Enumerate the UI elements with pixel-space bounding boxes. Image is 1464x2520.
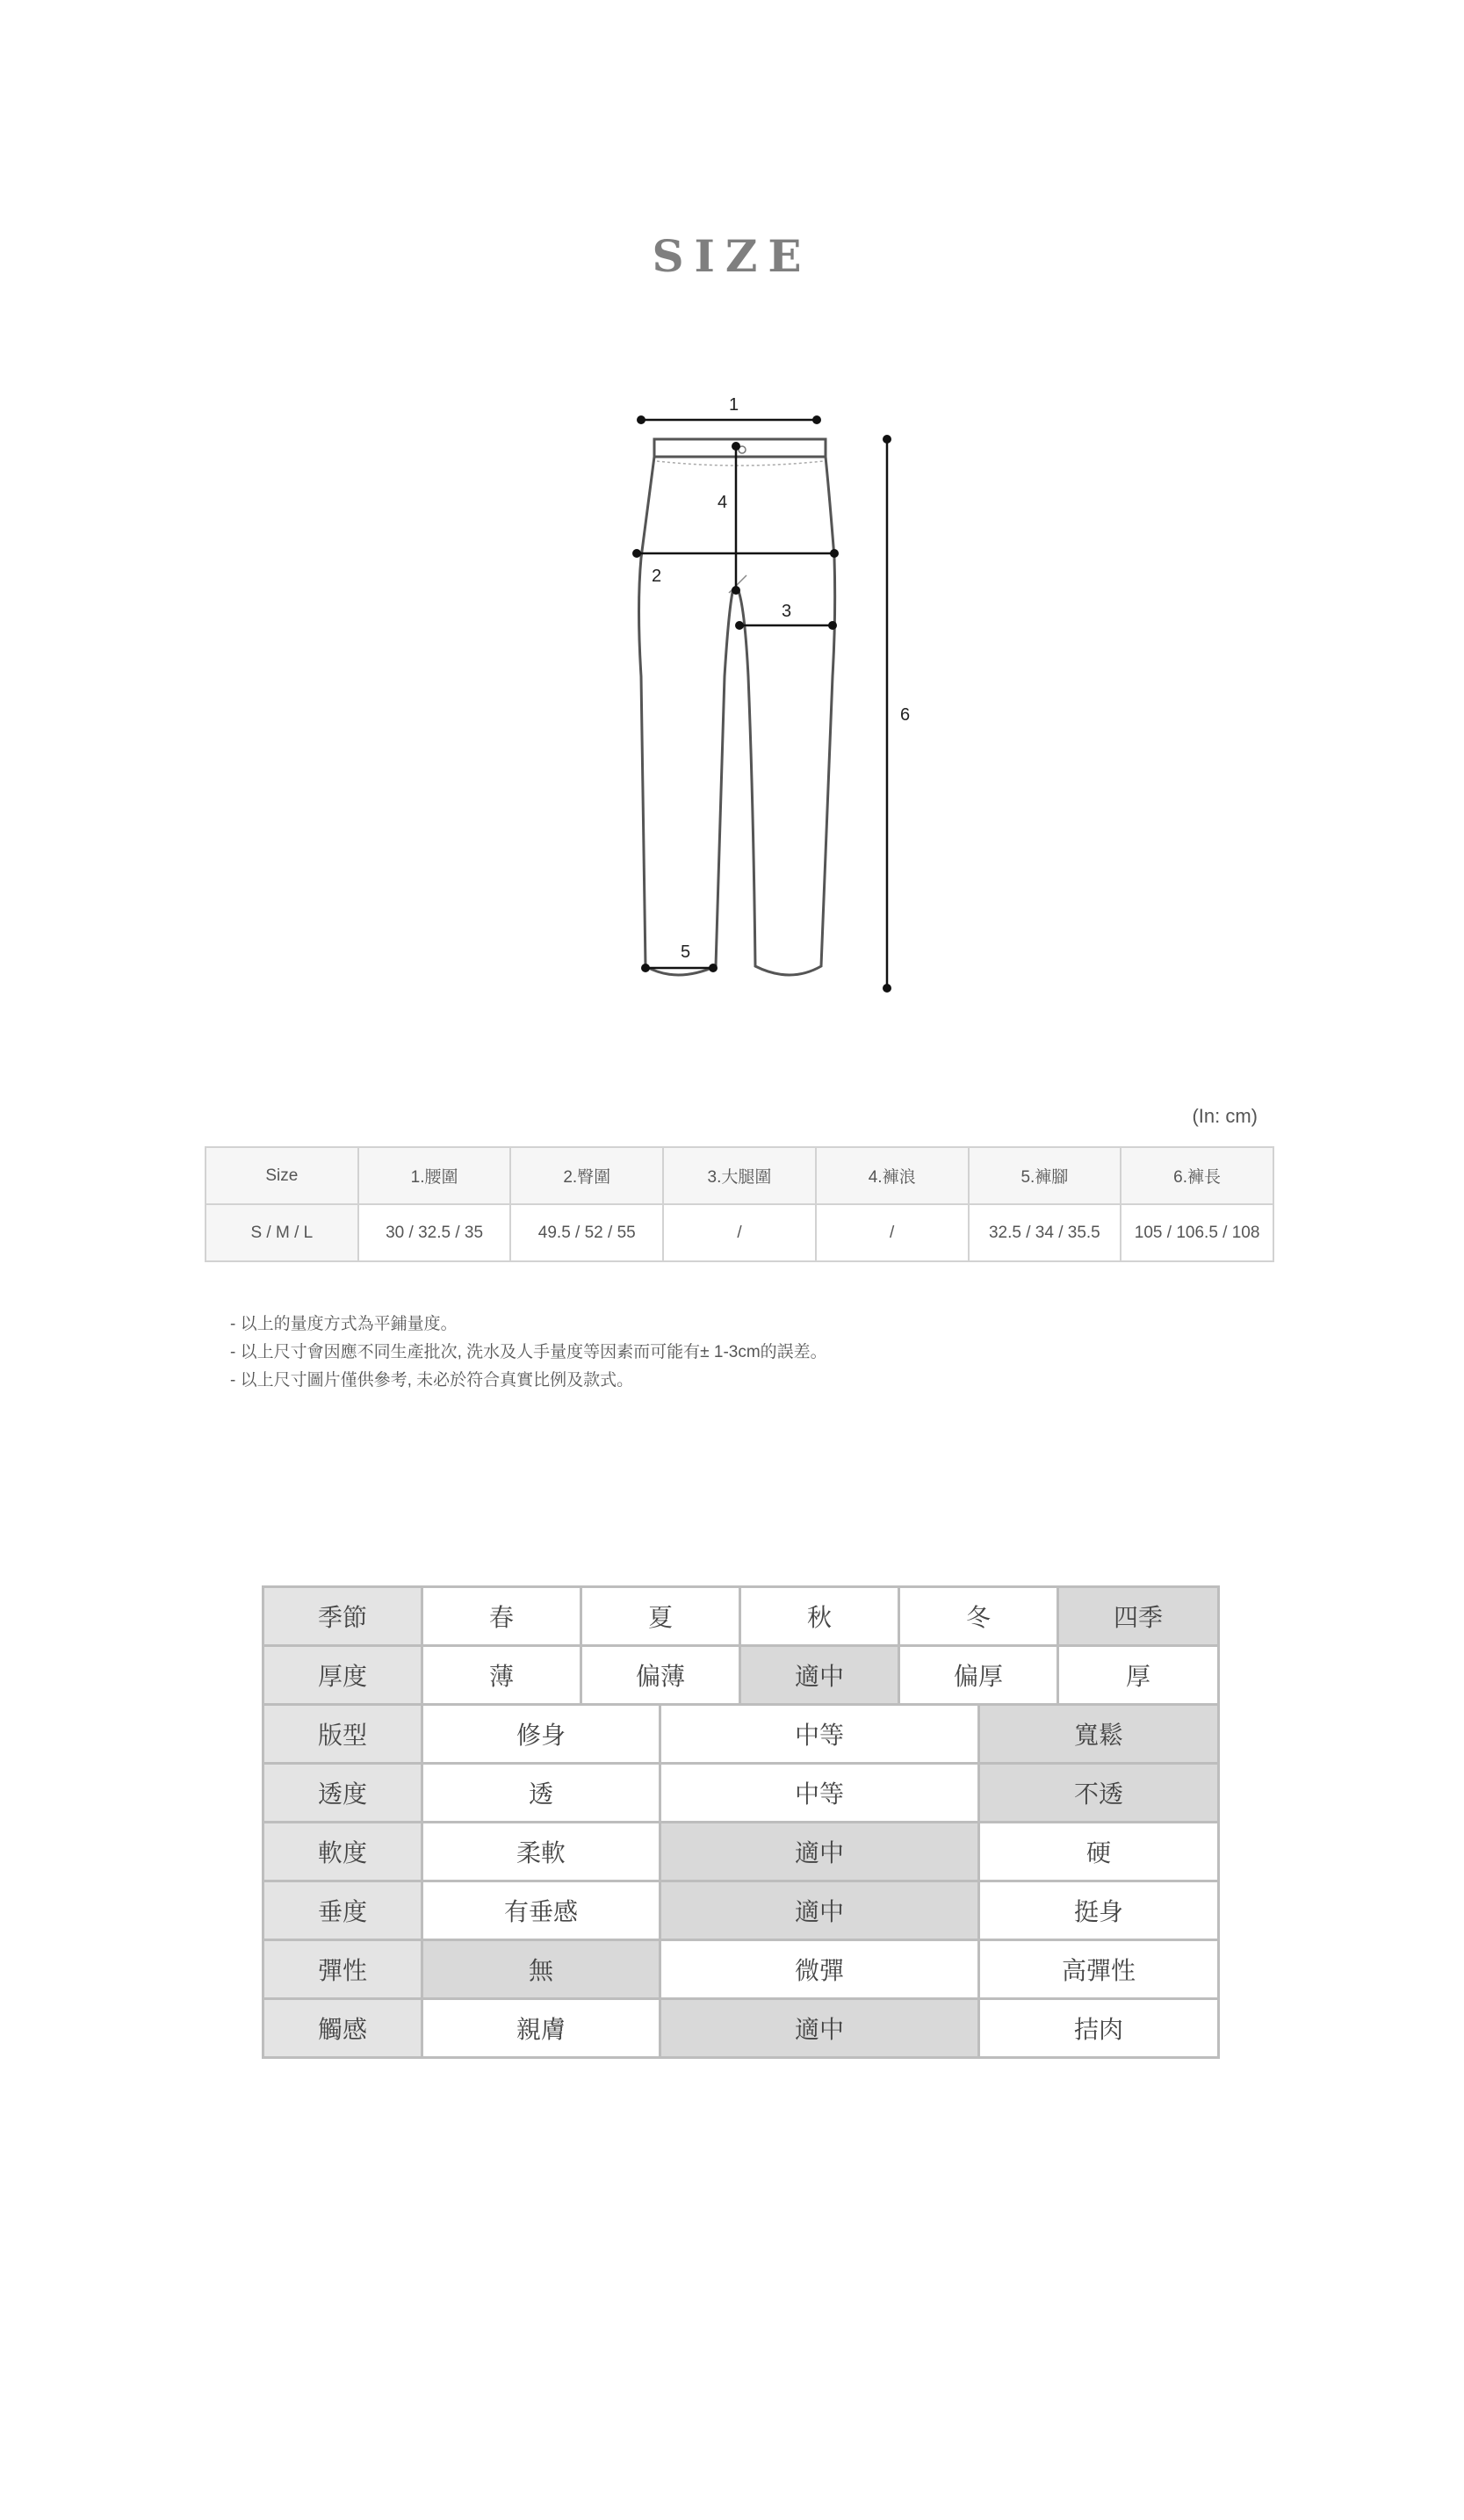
size-cell-size: S / M / L <box>206 1204 358 1261</box>
size-cell-thigh: / <box>663 1204 816 1261</box>
attr-option-medium-thickness: 適中 <box>740 1646 899 1705</box>
attr-option-slightly-thin: 偏薄 <box>581 1646 740 1705</box>
attr-label-season: 季節 <box>263 1587 422 1646</box>
fabric-attribute-table <box>262 1585 1220 2059</box>
waist-stitching <box>657 461 824 466</box>
attr-label-softness: 軟度 <box>263 1823 422 1881</box>
page-title: SIZE <box>652 230 812 282</box>
size-cell-length: 105 / 106.5 / 108 <box>1121 1204 1273 1261</box>
size-table <box>205 1146 1274 1262</box>
note-item: - 以上尺寸圖片僅供參考, 未必於符合真實比例及款式。 <box>230 1371 634 1390</box>
measure-label-6: 6 <box>900 705 911 725</box>
attr-option-sheer: 透 <box>422 1764 660 1823</box>
size-cell-hip: 49.5 / 52 / 55 <box>510 1204 663 1261</box>
attr-row-thickness <box>263 1646 1219 1705</box>
measure-label-1: 1 <box>729 395 739 415</box>
pants-diagram-svg <box>606 386 957 1001</box>
attr-option-structured: 挺身 <box>979 1881 1219 1940</box>
attr-option-no-stretch: 無 <box>422 1940 660 1999</box>
attr-option-thick: 厚 <box>1058 1646 1219 1705</box>
size-header-hem: 5.褲腳 <box>969 1147 1121 1204</box>
size-cell-waist: 30 / 32.5 / 35 <box>358 1204 511 1261</box>
size-header-rise: 4.褲浪 <box>816 1147 969 1204</box>
measurement-lines <box>637 420 887 988</box>
attr-option-draping: 有垂感 <box>422 1881 660 1940</box>
size-cell-hem: 32.5 / 34 / 35.5 <box>969 1204 1121 1261</box>
attr-row-softness <box>263 1823 1219 1881</box>
size-header-hip: 2.臀圍 <box>510 1147 663 1204</box>
size-header-thigh: 3.大腿圍 <box>663 1147 816 1204</box>
pants-measurement-diagram <box>606 386 957 1001</box>
attr-row-season <box>263 1587 1219 1646</box>
attr-option-medium-softness: 適中 <box>660 1823 979 1881</box>
measure-label-3: 3 <box>782 602 792 621</box>
attr-row-fit <box>263 1705 1219 1764</box>
left-leg-outline <box>639 457 734 975</box>
attr-option-medium-drape: 適中 <box>660 1881 979 1940</box>
attr-option-slim: 修身 <box>422 1705 660 1764</box>
attr-label-drape: 垂度 <box>263 1881 422 1940</box>
measurement-endpoints <box>632 415 891 993</box>
attr-option-thin: 薄 <box>422 1646 581 1705</box>
attr-option-soft: 柔軟 <box>422 1823 660 1881</box>
attr-option-semi-sheer: 中等 <box>660 1764 979 1823</box>
attr-option-opaque: 不透 <box>979 1764 1219 1823</box>
attr-option-loose: 寬鬆 <box>979 1705 1219 1764</box>
measure-label-2: 2 <box>652 567 662 586</box>
attr-option-all-season: 四季 <box>1058 1587 1219 1646</box>
attr-label-elasticity: 彈性 <box>263 1940 422 1999</box>
size-table-row <box>206 1204 1273 1261</box>
unit-label: (In: cm) <box>1192 1105 1258 1127</box>
size-header-length: 6.褲長 <box>1121 1147 1273 1204</box>
attr-option-autumn: 秋 <box>740 1587 899 1646</box>
attr-option-high-stretch: 高彈性 <box>979 1940 1219 1999</box>
attr-option-stiff: 硬 <box>979 1823 1219 1881</box>
attr-label-fit: 版型 <box>263 1705 422 1764</box>
attr-option-winter: 冬 <box>899 1587 1058 1646</box>
right-leg-outline <box>738 457 835 975</box>
attr-label-transparency: 透度 <box>263 1764 422 1823</box>
measurement-labels <box>652 395 910 962</box>
attr-option-skin-friendly: 親膚 <box>422 1999 660 2058</box>
note-item: - 以上的量度方式為平鋪量度。 <box>230 1315 458 1333</box>
size-header-size: Size <box>206 1147 358 1204</box>
attr-option-itchy: 拮肉 <box>979 1999 1219 2058</box>
note-item: - 以上尺寸會因應不同生產批次, 洗水及人手量度等因素而可能有± 1-3cm的誤差。 <box>230 1343 827 1361</box>
attr-label-touch: 觸感 <box>263 1999 422 2058</box>
attr-row-elasticity <box>263 1940 1219 1999</box>
attr-option-spring: 春 <box>422 1587 581 1646</box>
measure-label-5: 5 <box>681 942 691 962</box>
attr-row-touch <box>263 1999 1219 2058</box>
measurement-notes <box>230 1311 827 1395</box>
size-header-waist: 1.腰圍 <box>358 1147 511 1204</box>
size-table-header-row <box>206 1147 1273 1204</box>
size-cell-rise: / <box>816 1204 969 1261</box>
attr-option-regular-fit: 中等 <box>660 1705 979 1764</box>
attr-option-slightly-thick: 偏厚 <box>899 1646 1058 1705</box>
attr-option-summer: 夏 <box>581 1587 740 1646</box>
measure-label-4: 4 <box>718 493 728 512</box>
attr-option-medium-touch: 適中 <box>660 1999 979 2058</box>
attr-option-slight-stretch: 微彈 <box>660 1940 979 1999</box>
attr-row-drape <box>263 1881 1219 1940</box>
attr-row-transparency <box>263 1764 1219 1823</box>
attr-label-thickness: 厚度 <box>263 1646 422 1705</box>
